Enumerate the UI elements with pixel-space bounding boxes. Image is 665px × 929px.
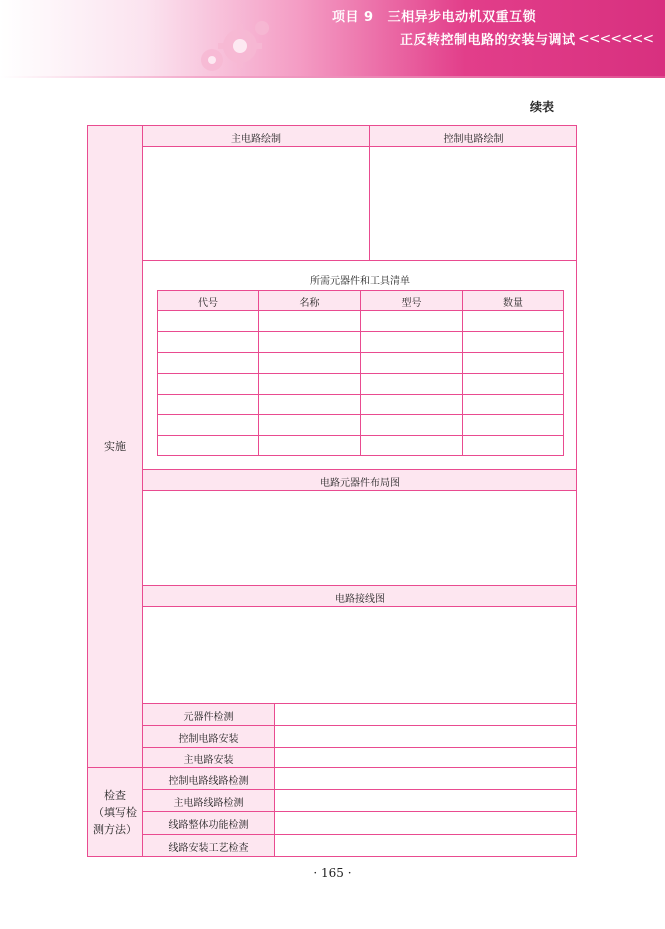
inspection-line: 测方法） [93,823,137,836]
control-circuit-drawing-label: 控制电路绘制 [443,134,504,145]
check-row-overall-function: 线路整体功能检测 [168,820,249,831]
divider [143,469,577,470]
project-title-line1 [332,6,536,25]
check-row-workmanship: 线路安装工艺检查 [168,843,249,854]
column-header-code: 代号 [198,298,218,309]
gears-icon [188,18,278,76]
control-circuit-drawing-area[interactable] [371,148,576,259]
column-header-name: 名称 [299,298,320,309]
impl-row-control-install: 控制电路安装 [178,734,239,745]
divider [87,767,577,768]
inspection-line: 检查 [104,789,126,802]
divider [143,725,577,726]
check-row-control-circuit: 控制电路线路检测 [168,776,249,787]
check-row-main-circuit: 主电路线路检测 [173,798,244,809]
layout-diagram-label: 电路元器件布局图 [320,478,400,489]
section-label-inspection [87,787,143,838]
wiring-diagram-area[interactable] [144,608,576,702]
project-number: 项目 9 [332,10,374,25]
parts-list-title: 所需元器件和工具清单 [310,276,410,287]
divider [143,260,577,261]
divider [143,789,577,790]
section-label-implementation: 实施 [104,440,126,453]
project-title-line2: 正反转控制电路的安装与调试 [400,33,576,48]
impl-row-component-check: 元器件检测 [183,712,234,723]
column-header-model: 型号 [401,298,422,309]
chevrons-decoration: <<<<<<< [578,31,654,47]
divider [143,146,577,147]
wiring-diagram-label: 电路接线图 [335,594,385,605]
divider [158,414,563,415]
divider [143,747,577,748]
divider [158,310,563,311]
impl-row-main-install: 主电路安装 [183,755,234,766]
divider [143,834,577,835]
header-divider [0,76,665,78]
main-circuit-drawing-label: 主电路绘制 [231,134,281,145]
divider [158,331,563,332]
project-title-main: 三相异步电动机双重互锁 [387,10,537,25]
divider [158,352,563,353]
divider [158,435,563,436]
divider [143,490,577,491]
page-number: · 165 · [313,866,352,880]
inspection-line: （填写检 [93,806,137,819]
page-header-banner [0,0,665,78]
divider [143,811,577,812]
divider [143,606,577,607]
divider [158,394,563,395]
divider [143,585,577,586]
main-circuit-drawing-area[interactable] [144,148,368,259]
divider [158,373,563,374]
continued-table-label: 续表 [530,100,555,114]
column-header-quantity: 数量 [503,298,523,309]
divider [143,703,577,704]
layout-diagram-area[interactable] [144,492,576,584]
